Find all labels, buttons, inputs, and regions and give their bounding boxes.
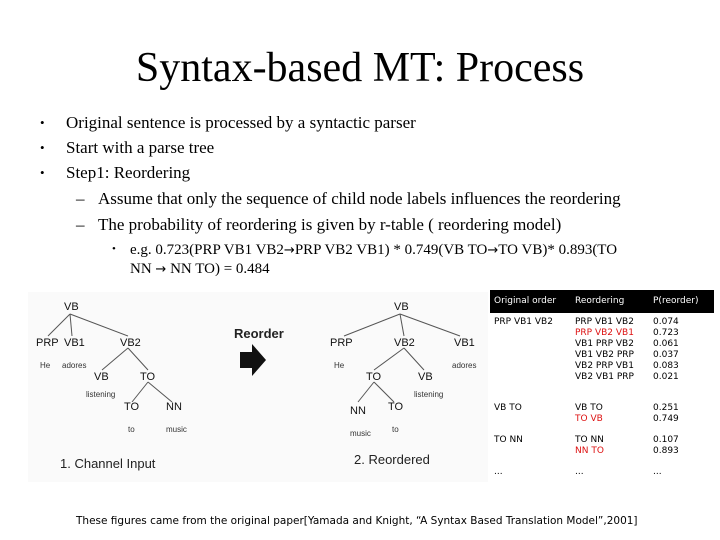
example-formula bbox=[130, 241, 617, 260]
tree1-node: TO bbox=[124, 401, 140, 413]
tree1-node: VB bbox=[94, 371, 109, 383]
tree1-word: He bbox=[40, 361, 51, 370]
r-table-body bbox=[490, 313, 714, 495]
reordering-option: VB1 VB2 PRP bbox=[575, 350, 634, 360]
bullet-dot-icon: • bbox=[40, 115, 45, 130]
original-order-text: VB TO bbox=[494, 403, 522, 413]
bullet-dot-icon: • bbox=[40, 140, 45, 155]
original-order-text: ... bbox=[494, 467, 503, 477]
example-part: NN bbox=[130, 261, 156, 277]
bullet-item: Original sentence is processed by a syntactic parser bbox=[66, 113, 416, 132]
reordering-option: TO NN bbox=[575, 435, 604, 445]
tree2-word: listening bbox=[414, 390, 444, 399]
tree1-node: NN bbox=[166, 401, 182, 413]
tree1-word: listening bbox=[86, 390, 116, 399]
tree2-node: NN bbox=[350, 405, 366, 417]
probability-value: 0.021 bbox=[653, 372, 679, 382]
probability-cell bbox=[649, 313, 714, 399]
reordering-option: VB2 PRP VB1 bbox=[575, 361, 634, 371]
tree2-node: VB2 bbox=[394, 337, 415, 349]
reordering-cell bbox=[571, 313, 649, 399]
bullet-dot-icon: • bbox=[112, 243, 116, 255]
tree1-node: PRP bbox=[36, 337, 59, 349]
tree1-node: TO bbox=[140, 371, 156, 383]
original-order-cell bbox=[490, 399, 571, 431]
footnote: These figures came from the original paper[Yamada and Knight, “A Syntax Based Translation Model”,2001] bbox=[76, 515, 638, 527]
dash-icon: – bbox=[76, 189, 85, 208]
tree2-node: VB1 bbox=[454, 337, 475, 349]
tree2-node: VB bbox=[394, 301, 409, 313]
probability-value: 0.749 bbox=[653, 414, 679, 424]
caption-reordered: 2. Reordered bbox=[354, 452, 430, 467]
probability-value: 0.074 bbox=[653, 317, 679, 327]
example-part: e.g. 0.723(PRP VB1 VB2 bbox=[130, 242, 284, 258]
r-table-row bbox=[490, 399, 714, 431]
reordering-option: PRP VB1 VB2 bbox=[575, 317, 634, 327]
tree1-word: music bbox=[166, 425, 187, 434]
example-formula-line2 bbox=[130, 260, 270, 279]
probability-value: 0.107 bbox=[653, 435, 679, 445]
original-order-cell bbox=[490, 463, 571, 495]
reordering-cell bbox=[571, 399, 649, 431]
sub-bullet-item: The probability of reordering is given by r-table ( reordering model) bbox=[98, 215, 562, 234]
tree1-word: to bbox=[128, 425, 135, 434]
tree2-node: TO bbox=[388, 401, 404, 413]
r-table-header bbox=[490, 290, 714, 313]
reordering-cell bbox=[571, 463, 649, 495]
right-arrow-icon: → bbox=[155, 262, 167, 277]
r-table-header-cell: P(reorder) bbox=[649, 290, 714, 313]
reordering-option: PRP VB2 VB1 bbox=[575, 328, 634, 338]
example-part: NN TO) = 0.484 bbox=[166, 261, 270, 277]
caption-channel-input: 1. Channel Input bbox=[60, 456, 156, 471]
tree1-node: VB bbox=[64, 301, 79, 313]
original-order-text: PRP VB1 VB2 bbox=[494, 317, 553, 327]
bullet-dot-icon: • bbox=[40, 165, 45, 180]
reordering-cell bbox=[571, 431, 649, 463]
tree2-word: adores bbox=[452, 361, 477, 370]
bullet-item: Start with a parse tree bbox=[66, 138, 215, 157]
probability-value: 0.723 bbox=[653, 328, 679, 338]
probability-value: ... bbox=[653, 467, 662, 477]
original-order-text: TO NN bbox=[494, 435, 523, 445]
reordering-option: VB1 PRP VB2 bbox=[575, 339, 634, 349]
bullet-item: Step1: Reordering bbox=[66, 163, 191, 182]
tree2-node: PRP bbox=[330, 337, 353, 349]
r-table-row bbox=[490, 431, 714, 463]
r-table-row bbox=[490, 463, 714, 495]
probability-value: 0.061 bbox=[653, 339, 679, 349]
original-order-cell bbox=[490, 431, 571, 463]
tree1-node: VB2 bbox=[120, 337, 141, 349]
tree1-node: VB1 bbox=[64, 337, 85, 349]
reordering-option: NN TO bbox=[575, 446, 604, 456]
probability-cell bbox=[649, 399, 714, 431]
probability-cell bbox=[649, 463, 714, 495]
probability-value: 0.251 bbox=[653, 403, 679, 413]
tree-diagram bbox=[28, 292, 488, 482]
r-table-header-cell: Reordering bbox=[571, 290, 649, 313]
tree1-word: adores bbox=[62, 361, 87, 370]
reorder-label: Reorder bbox=[234, 326, 284, 341]
sub-bullet-item: Assume that only the sequence of child node labels influences the reordering bbox=[98, 189, 621, 208]
r-table bbox=[490, 290, 714, 495]
r-table-row bbox=[490, 313, 714, 399]
slide-title: Syntax-based MT: Process bbox=[135, 45, 585, 91]
tree2-word: He bbox=[334, 361, 345, 370]
r-table-header-cell: Original order bbox=[490, 290, 571, 313]
parse-tree-figure bbox=[28, 292, 488, 482]
reordering-option: ... bbox=[575, 467, 584, 477]
dash-icon: – bbox=[76, 215, 85, 234]
probability-value: 0.083 bbox=[653, 361, 679, 371]
tree2-word: music bbox=[350, 429, 371, 438]
example-part: TO VB)* 0.893(TO bbox=[498, 242, 618, 258]
tree2-node: VB bbox=[418, 371, 433, 383]
original-order-cell bbox=[490, 313, 571, 399]
probability-value: 0.037 bbox=[653, 350, 679, 360]
reordering-option: VB2 VB1 PRP bbox=[575, 372, 634, 382]
right-arrow-icon: → bbox=[487, 243, 499, 258]
example-part: PRP VB2 VB1) * 0.749(VB TO bbox=[294, 242, 488, 258]
probability-value: 0.893 bbox=[653, 446, 679, 456]
probability-cell bbox=[649, 431, 714, 463]
right-arrow-icon: → bbox=[283, 243, 295, 258]
reordering-option: VB TO bbox=[575, 403, 603, 413]
tree2-word: to bbox=[392, 425, 399, 434]
tree2-node: TO bbox=[366, 371, 382, 383]
reordering-option: TO VB bbox=[575, 414, 603, 424]
